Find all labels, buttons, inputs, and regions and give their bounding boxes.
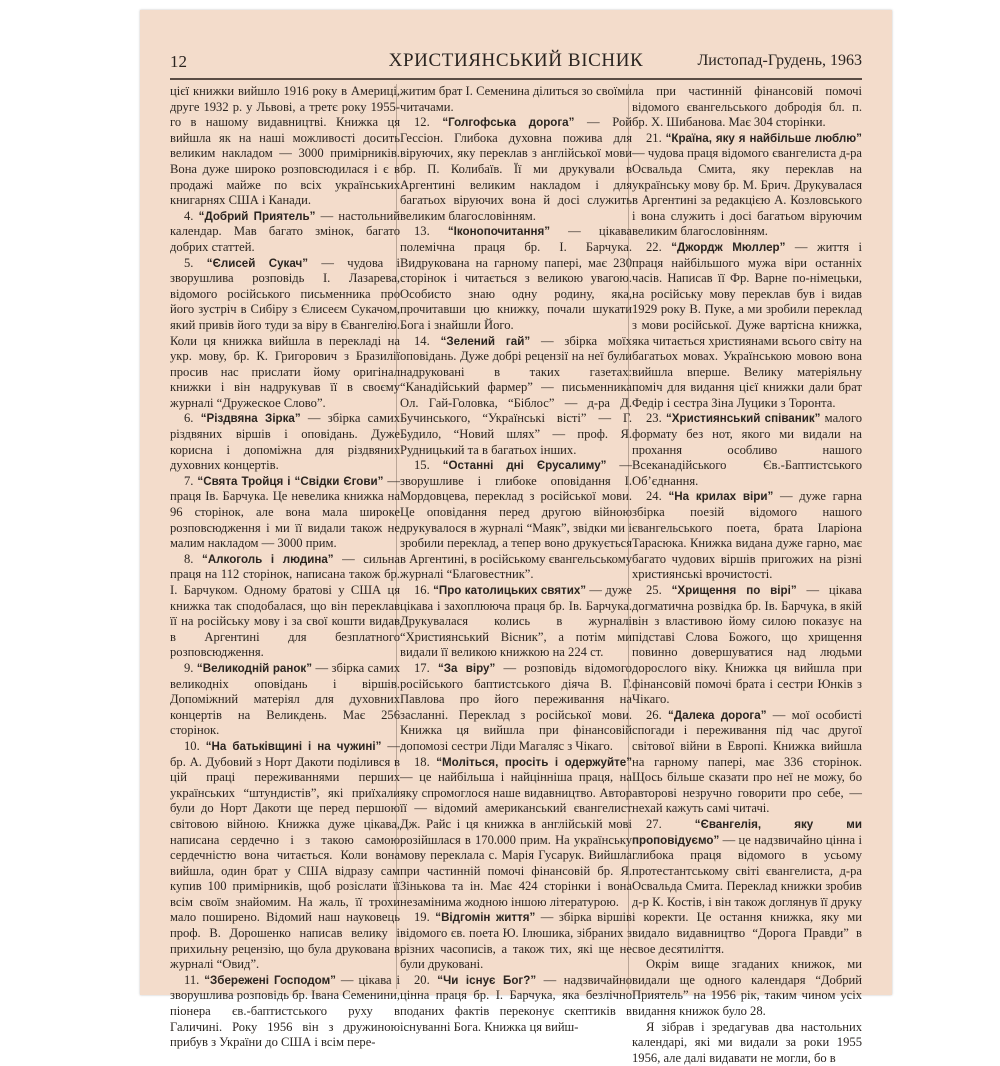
entry-number: 4. — [184, 208, 194, 223]
masthead-title: ХРИСТИЯНСЬКИЙ ВІСНИК — [388, 50, 644, 71]
entry-number: 27. — [646, 816, 662, 831]
book-entry — [170, 411, 400, 473]
text-column-left — [170, 84, 401, 1050]
entry-number: 6. — [184, 411, 194, 426]
entry-text: — чудова і зворушлива розповідь І. Лазарева, відомого російського письменника про його зустріч в Сибіру з Єлисеєм Сукачом, який привів його туди за віру в Євангелію. Коли ця книжка вийшла в перекладі на укр. мову, бр. К. Григорович з Бразилії просив нас прислати йому оригінал книжки і він надрукував її в своєму журналі “Дружеское Слово”. — [170, 255, 401, 410]
entry-title: “Моліться, просіть і одержуйте” — [436, 755, 632, 769]
entry-number: 21. — [646, 130, 662, 145]
magazine-page — [140, 10, 892, 1065]
entry-text: — дуже цікава і захоплююча праця бр. Ів. Барчука. Друкувалася колись в журналі “Християнський Вісник”, а потім ми видали її великою книжкою на 224 ст. — [400, 583, 632, 660]
book-entry — [400, 661, 632, 755]
entry-text: цієї книжки вийшло 1916 року в Америці, друге 1932 р. у Львові, а третє року 1955-го в нашому видавництві. Книжка ця вийшла як на наші можливості досить великим накладом — 3000 примірників. Вона дуже широко розповсюдилася і є в продажі майже по всіх українських книгарнях США і Канади. — [170, 84, 400, 208]
text-column-middle — [400, 84, 633, 1034]
book-entry — [632, 131, 862, 240]
entry-title: “Хрищення по вірі” — [671, 584, 797, 597]
entry-text: — дуже гарна збірка поезій відомого нашого євангельського поета, брата Іларіона Тарасюка. Книжка видана дуже гарно, має багато чудових віршів пригожих на різні християнські врочистості. — [632, 489, 862, 582]
entry-number: 16. — [414, 583, 430, 597]
entry-text: — цікава і зворушлива розповідь бр. Івана Семенини, піонера єв.-баптистського руху в Галичині. Року 1956 він з дружиною прибув з України до США і всім пере- — [170, 972, 401, 1050]
entry-text: — зворушливе і глибоке оповідання І. Мордовцева, переклад з російської мови. Це оповідання перед другою війною друкувалося в журналі “Маяк”, звідки ми і зробили переклад, а тепер воно друкується в Аргентині, в російському євангельському журналі “Благовестник”. — [400, 458, 632, 582]
book-entry — [632, 489, 862, 583]
entry-number: 14. — [414, 333, 430, 348]
entry-text: — чудова праця відомого євангелиста д-ра Освальда Смита, яку переклав на українську мову бр. М. Брич. Друкувалася в Аргентині за редакцією А. Козловського і вона служить і досі багатьом віруючим великим благословінням. — [632, 146, 862, 239]
paragraph — [632, 84, 862, 131]
book-entry — [170, 661, 400, 739]
book-entry — [632, 411, 862, 489]
entry-text: — Рой Гессіон. Глибока духовна пожива для віруючих, яку переклав з англійської мови бр. П. Колибаїв. Її ми друкували в Аргентині великим накладом і для багатьох віруючих вона й досі служить великим благословінням. — [400, 115, 633, 223]
entry-title: “Євангелія, яку ми проповідуємо” — [632, 817, 863, 847]
entry-text: Окрім вище згаданих книжок, ми видали ще одного календаря “Добрий Приятель” на 1956 рік, таким чином усіх видання книжок було 28. — [632, 957, 862, 1019]
entry-number: 9. — [184, 660, 194, 675]
entry-number: 17. — [414, 660, 430, 675]
book-entry — [632, 817, 862, 957]
entry-number: 18. — [414, 754, 430, 769]
entry-title: “Єлисей Сукач” — [206, 256, 309, 270]
entry-text: — мої особисті спогади і переживання під час другої світової війни в Европі. Книжка вийшла на гарному папері, має 336 сторінок. Щось більше сказати про неї не можу, бо авторові незручно говорити про себе, — нехай кажуть самі читачі. — [632, 707, 862, 816]
entry-title: “Чи існує Бог?” — [437, 973, 537, 987]
book-entry — [400, 755, 632, 911]
entry-text: житим брат І. Семенина ділиться зо своїми читачами. — [400, 84, 632, 114]
entry-number: 25. — [646, 583, 662, 597]
entry-title: “Іконопочитання” — [447, 225, 551, 239]
entry-title: “Алкоголь і людина” — [202, 552, 334, 566]
entry-number: 23. — [646, 411, 662, 426]
book-entry — [170, 552, 400, 661]
entry-text: — цікава полемічна праця бр. І. Барчука. Видрукована на гарному папері, має 230 сторінок і читається з великою увагою. Особисто знаю одну родину, яка, прочитавши цю книжку, почали шукати Бога і знайшли Його. — [400, 224, 632, 332]
entry-title: “За віру” — [437, 661, 496, 675]
book-entry — [170, 209, 400, 256]
entry-title: “Голгофська дорога” — [442, 116, 575, 130]
entry-number: 13. — [414, 224, 430, 239]
entry-text: — сильна праця на 112 сторінок, написана також бр. І. Барчуком. Одному братові у США ця книжка так сподобалася, що він переклав її на російську мову і за свої кошти видав в Аргентині для безплатного розповсюдження. — [170, 551, 400, 660]
entry-text: — бр. А. Дубовий з Норт Дакоти поділився в цій праці переживаннями перших українських “штундистів”, які приїхали були до Норт Дакоти ще перед першою світовою війною. Книжка дуже цікава, написана сердечно і з такою самою сердечністю вона читається. Коли вона вийшла, один брат у США відразу сам купив 100 примірників, щоб розіслати її всім своїм знайомим. На жаль, її трохи мало поширено. Відомий наш науковець проф. В. Дорошенко написав велику і прихильну рецензію, що була друкована в журналі “Овид”. — [170, 738, 400, 972]
page-header — [170, 48, 862, 74]
entry-number: 26. — [646, 707, 662, 722]
entry-title: “Останні дні Єрусалиму” — [442, 459, 607, 473]
entry-number: 24. — [646, 489, 662, 504]
page-number: 12 — [170, 52, 187, 71]
entry-title: “Збережені Господом” — [204, 973, 336, 987]
book-entry — [170, 474, 400, 552]
entry-title: “Джордж Мюллер” — [671, 240, 786, 254]
header-rule — [170, 78, 862, 80]
entry-text: — надзвичайно цінна праця бр. І. Барчука, яка безлічно поданих фактів переконує скептиків в існуванні Бога. Книжка ця вийш- — [400, 972, 632, 1034]
paragraph — [400, 84, 632, 115]
entry-title: “На батьківщині і на чужині” — [205, 739, 382, 753]
entry-number: 10. — [184, 738, 200, 753]
entry-text: — збірка самих великодніх оповідань і віршів. Допоміжний матеріял для духовних концертів на Великдень. Має 256 сторінок. — [170, 660, 401, 738]
entry-number: 5. — [184, 255, 194, 270]
entry-number: 11. — [184, 972, 200, 987]
entry-text: — збірка самих різдвяних віршів і оповідань. Дуже корисна і допоміжна для різдвяних духовних концертів. — [170, 411, 400, 473]
book-entry — [400, 910, 632, 972]
book-entry — [632, 708, 862, 817]
entry-text: — розповідь відомого російського баптистського діяча В. Г. Павлова про його переживання на засланні. Переклад з російської мови. Книжка ця вийшла при фінансовій допомозі сестри Ліди Магаляс з Чікаго. — [400, 660, 632, 753]
book-entry — [400, 334, 632, 459]
entry-text: — збірка моїх оповідань. Дуже добрі рецензії на неї були надруковані в таких газетах: “Канадійський фармер” — письменника Ол. Гай-Головка, “Біблос” — д-ра Д. Бучинського, “Українські вісті” — Г. Будило, “Новий шлях” — проф. Я. Рудницький та в багатьох інших. — [400, 333, 632, 457]
book-entry — [170, 973, 400, 1051]
entry-title: “Свята Тройця і “Свідки Єгови” — [197, 474, 384, 488]
entry-title: “Зелений гай” — [440, 334, 531, 348]
entry-text: — праця Ів. Барчука. Це невелика книжка на 96 сторінок, але вона мала широке розповсюдження і ми її видали також не малим накладом — 3000 прим. — [170, 473, 400, 551]
issue-date: Листопад-Грудень, 1963 — [697, 52, 862, 69]
book-entry — [170, 256, 400, 412]
entry-text: — життя і праця найбільшого мужа віри останніх часів. Написав її Фр. Варне по-німецьки, на російську мову переклав був і видав 1929 року В. Пуке, а ми зробили переклад з мови російської. Дуже вартісна книжка, яка читається християнами всього світу на багатьох мовах. Українською мовою вона вийшла вперше. Велику матеріяльну поміч для видання цієї книжки дали брат Федір і сестра Зіна Луцики з Торонта. — [632, 239, 862, 410]
book-entry — [400, 458, 632, 583]
entry-title: “Країна, яку я найбільше люблю” — [665, 131, 862, 145]
entry-title: “Про католицьких святих” — [433, 584, 587, 597]
entry-title: “Різдвяна Зірка” — [200, 412, 301, 426]
entry-text: — це надзвичайно цінна і глибока праця відомого в усьому протестантському світі євангелиста, д-ра Освальда Смита. Переклад книжки зробив д-р К. Костів, і він також доглянув її друку і коректи. Це остання книжка, яку ми видало видавництво “Дорога Правди” в свое десятиліття. — [632, 832, 862, 956]
text-column-right — [632, 84, 863, 1065]
entry-text: малого формату без нот, якого ми видали на прохання особливо нашого Всеканадійського Єв.-Баптистського Об’єднання. — [632, 411, 862, 488]
entry-text: — збірка віршів відомого єв. поета Ю. Ілюшика, зібраних з різних часописів, а також тих, які ще не були друковані. — [400, 910, 632, 972]
book-entry — [400, 115, 632, 224]
entry-number: 12. — [414, 115, 430, 130]
paragraph — [170, 84, 400, 209]
entry-text: ла при частинній фінансовій помочі відомого євангельського добродія бл. п. бр. Х. Шибанова. Має 304 сторінки. — [632, 84, 862, 130]
entry-number: 7. — [184, 473, 194, 488]
paragraph — [632, 1020, 862, 1066]
entry-title: “Християнський співаник” — [665, 412, 821, 426]
book-entry — [170, 739, 400, 973]
entry-title: “На крилах віри” — [668, 490, 774, 504]
book-entry — [632, 240, 862, 412]
book-entry — [632, 583, 862, 708]
entry-text: — цікава догматична розвідка бр. Ів. Барчука, в якій він з властивою йому силою показує на підставі Слова Божого, що хрищення повинно довершуватися над людьми дорослого віку. Книжка ця вийшла при фінансовій помочі брата і сестри Юнків з Чікаго. — [632, 583, 862, 707]
entry-title: “Добрий Приятель” — [198, 209, 316, 223]
entry-title: “Відгомін життя” — [435, 911, 536, 925]
entry-number: 20. — [414, 972, 430, 987]
entry-title: “Далека дорога” — [668, 708, 767, 722]
book-entry — [400, 224, 632, 333]
entry-number: 8. — [184, 551, 194, 566]
entry-number: 15. — [414, 458, 430, 473]
entry-number: 19. — [414, 910, 430, 925]
book-entry — [400, 973, 632, 1035]
book-entry — [400, 583, 632, 661]
entry-number: 22. — [646, 239, 662, 254]
entry-text: Я зібрав і зредагував два настольних календарі, які ми видали за роки 1955 1956, але далі видавати не могли, бо в — [632, 1019, 862, 1065]
entry-text: — це найбільша і найцінніша праця, на яку спромоглося наше видавництво. Автор її — відомий американський євангелист Дж. Райс і ця книжка в англійській мові розійшлася в 170.000 прим. На українську мову переклала с. Марія Гусарук. Вийшла при частинній помочі фінансовій бр. Я. Зінькова та ін. Має 424 сторінки і вона незамінима жодною іншою літературою. — [400, 770, 632, 909]
paragraph — [632, 957, 862, 1019]
entry-text: — настольний календар. Мав багато змінок, багато добрих статтей. — [170, 208, 400, 254]
entry-title: “Великодній ранок” — [196, 661, 313, 675]
